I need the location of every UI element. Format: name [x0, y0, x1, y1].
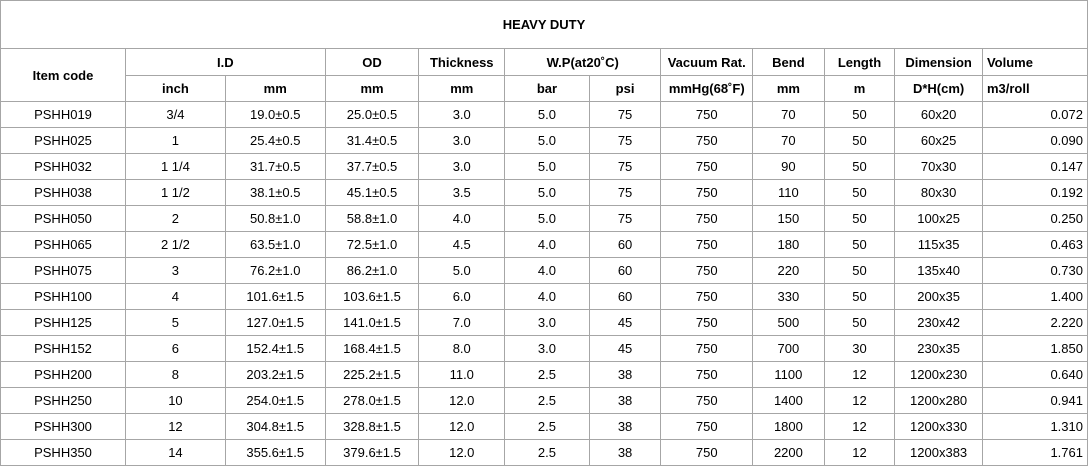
cell-volume: 0.147	[982, 154, 1087, 180]
cell-volume: 1.400	[982, 284, 1087, 310]
cell-volume: 0.192	[982, 180, 1087, 206]
header-od: OD	[325, 49, 419, 76]
cell-id-inch: 4	[126, 284, 226, 310]
table-row	[1, 362, 1088, 388]
cell-wp-psi: 75	[589, 102, 661, 128]
cell-vacuum: 750	[661, 310, 753, 336]
cell-length: 12	[824, 440, 895, 466]
cell-length: 50	[824, 258, 895, 284]
cell-length: 30	[824, 336, 895, 362]
unit-dimension: D*H(cm)	[895, 76, 983, 102]
cell-id-mm: 152.4±1.5	[225, 336, 325, 362]
cell-volume: 1.310	[982, 414, 1087, 440]
cell-id-mm: 203.2±1.5	[225, 362, 325, 388]
cell-wp-bar: 5.0	[505, 154, 590, 180]
table-title: HEAVY DUTY	[1, 1, 1088, 49]
cell-wp-psi: 38	[589, 362, 661, 388]
cell-vacuum: 750	[661, 102, 753, 128]
cell-bend: 1100	[753, 362, 825, 388]
cell-id-mm: 19.0±0.5	[225, 102, 325, 128]
cell-bend: 150	[753, 206, 825, 232]
cell-od-mm: 278.0±1.5	[325, 388, 419, 414]
cell-od-mm: 168.4±1.5	[325, 336, 419, 362]
cell-dimension: 1200x230	[895, 362, 983, 388]
cell-volume: 0.463	[982, 232, 1087, 258]
cell-vacuum: 750	[661, 128, 753, 154]
cell-wp-bar: 2.5	[505, 362, 590, 388]
cell-wp-psi: 75	[589, 128, 661, 154]
cell-thickness: 3.5	[419, 180, 505, 206]
cell-vacuum: 750	[661, 206, 753, 232]
unit-thickness-mm: mm	[419, 76, 505, 102]
cell-id-inch: 8	[126, 362, 226, 388]
cell-vacuum: 750	[661, 258, 753, 284]
cell-od-mm: 141.0±1.5	[325, 310, 419, 336]
cell-wp-psi: 38	[589, 440, 661, 466]
cell-item-code: PSHH038	[1, 180, 126, 206]
cell-id-inch: 6	[126, 336, 226, 362]
header-length: Length	[824, 49, 895, 76]
cell-od-mm: 25.0±0.5	[325, 102, 419, 128]
cell-bend: 1800	[753, 414, 825, 440]
cell-item-code: PSHH152	[1, 336, 126, 362]
cell-length: 50	[824, 206, 895, 232]
cell-item-code: PSHH300	[1, 414, 126, 440]
header-working-pressure: W.P(at20˚C)	[505, 49, 661, 76]
cell-dimension: 115x35	[895, 232, 983, 258]
cell-item-code: PSHH350	[1, 440, 126, 466]
cell-thickness: 8.0	[419, 336, 505, 362]
cell-bend: 70	[753, 102, 825, 128]
cell-wp-bar: 3.0	[505, 310, 590, 336]
unit-id-inch: inch	[126, 76, 226, 102]
cell-item-code: PSHH025	[1, 128, 126, 154]
cell-id-inch: 1	[126, 128, 226, 154]
table-row	[1, 336, 1088, 362]
table-row	[1, 310, 1088, 336]
cell-bend: 70	[753, 128, 825, 154]
cell-wp-psi: 38	[589, 414, 661, 440]
cell-id-inch: 10	[126, 388, 226, 414]
cell-id-mm: 101.6±1.5	[225, 284, 325, 310]
cell-wp-bar: 5.0	[505, 206, 590, 232]
cell-id-mm: 63.5±1.0	[225, 232, 325, 258]
cell-thickness: 6.0	[419, 284, 505, 310]
header-item-code: Item code	[1, 49, 126, 102]
table-row	[1, 128, 1088, 154]
cell-thickness: 4.0	[419, 206, 505, 232]
cell-od-mm: 225.2±1.5	[325, 362, 419, 388]
table-row	[1, 232, 1088, 258]
cell-wp-psi: 60	[589, 232, 661, 258]
cell-thickness: 12.0	[419, 440, 505, 466]
cell-thickness: 11.0	[419, 362, 505, 388]
cell-id-mm: 76.2±1.0	[225, 258, 325, 284]
cell-wp-bar: 5.0	[505, 102, 590, 128]
cell-dimension: 230x42	[895, 310, 983, 336]
cell-thickness: 4.5	[419, 232, 505, 258]
cell-dimension: 230x35	[895, 336, 983, 362]
cell-id-inch: 5	[126, 310, 226, 336]
cell-dimension: 70x30	[895, 154, 983, 180]
cell-dimension: 1200x383	[895, 440, 983, 466]
cell-wp-bar: 2.5	[505, 440, 590, 466]
cell-bend: 500	[753, 310, 825, 336]
cell-bend: 1400	[753, 388, 825, 414]
cell-wp-bar: 2.5	[505, 388, 590, 414]
cell-dimension: 1200x330	[895, 414, 983, 440]
cell-item-code: PSHH032	[1, 154, 126, 180]
cell-od-mm: 328.8±1.5	[325, 414, 419, 440]
cell-volume: 0.250	[982, 206, 1087, 232]
cell-od-mm: 31.4±0.5	[325, 128, 419, 154]
cell-thickness: 5.0	[419, 258, 505, 284]
cell-thickness: 12.0	[419, 388, 505, 414]
cell-item-code: PSHH075	[1, 258, 126, 284]
cell-wp-psi: 45	[589, 310, 661, 336]
cell-vacuum: 750	[661, 388, 753, 414]
cell-length: 50	[824, 232, 895, 258]
header-bend: Bend	[753, 49, 825, 76]
unit-vacuum: mmHg(68˚F)	[661, 76, 753, 102]
cell-od-mm: 45.1±0.5	[325, 180, 419, 206]
cell-item-code: PSHH019	[1, 102, 126, 128]
unit-id-mm: mm	[225, 76, 325, 102]
cell-id-mm: 38.1±0.5	[225, 180, 325, 206]
cell-length: 50	[824, 180, 895, 206]
cell-vacuum: 750	[661, 154, 753, 180]
cell-thickness: 12.0	[419, 414, 505, 440]
table-row	[1, 440, 1088, 466]
cell-id-inch: 12	[126, 414, 226, 440]
header-volume: Volume	[982, 49, 1087, 76]
unit-bend: mm	[753, 76, 825, 102]
cell-bend: 220	[753, 258, 825, 284]
cell-item-code: PSHH100	[1, 284, 126, 310]
cell-id-mm: 31.7±0.5	[225, 154, 325, 180]
cell-length: 50	[824, 102, 895, 128]
cell-volume: 0.090	[982, 128, 1087, 154]
cell-thickness: 7.0	[419, 310, 505, 336]
cell-wp-bar: 4.0	[505, 258, 590, 284]
cell-wp-bar: 4.0	[505, 284, 590, 310]
cell-length: 12	[824, 362, 895, 388]
cell-wp-bar: 3.0	[505, 336, 590, 362]
cell-thickness: 3.0	[419, 102, 505, 128]
cell-od-mm: 103.6±1.5	[325, 284, 419, 310]
cell-vacuum: 750	[661, 180, 753, 206]
cell-volume: 0.730	[982, 258, 1087, 284]
cell-bend: 180	[753, 232, 825, 258]
cell-volume: 0.640	[982, 362, 1087, 388]
unit-wp-bar: bar	[505, 76, 590, 102]
cell-length: 50	[824, 284, 895, 310]
cell-id-inch: 3/4	[126, 102, 226, 128]
cell-wp-bar: 5.0	[505, 180, 590, 206]
cell-bend: 330	[753, 284, 825, 310]
cell-od-mm: 86.2±1.0	[325, 258, 419, 284]
cell-volume: 2.220	[982, 310, 1087, 336]
cell-wp-bar: 2.5	[505, 414, 590, 440]
cell-dimension: 80x30	[895, 180, 983, 206]
cell-vacuum: 750	[661, 414, 753, 440]
cell-wp-bar: 4.0	[505, 232, 590, 258]
cell-item-code: PSHH200	[1, 362, 126, 388]
header-id: I.D	[126, 49, 326, 76]
cell-id-inch: 2 1/2	[126, 232, 226, 258]
cell-bend: 110	[753, 180, 825, 206]
cell-id-mm: 304.8±1.5	[225, 414, 325, 440]
cell-item-code: PSHH050	[1, 206, 126, 232]
cell-wp-psi: 45	[589, 336, 661, 362]
table-row	[1, 284, 1088, 310]
cell-dimension: 100x25	[895, 206, 983, 232]
cell-dimension: 200x35	[895, 284, 983, 310]
cell-length: 12	[824, 388, 895, 414]
cell-od-mm: 72.5±1.0	[325, 232, 419, 258]
cell-id-inch: 1 1/2	[126, 180, 226, 206]
cell-wp-psi: 75	[589, 206, 661, 232]
cell-id-mm: 50.8±1.0	[225, 206, 325, 232]
cell-item-code: PSHH250	[1, 388, 126, 414]
cell-bend: 2200	[753, 440, 825, 466]
table-row	[1, 206, 1088, 232]
cell-item-code: PSHH065	[1, 232, 126, 258]
cell-od-mm: 58.8±1.0	[325, 206, 419, 232]
unit-length: m	[824, 76, 895, 102]
header-dimension: Dimension	[895, 49, 983, 76]
cell-volume: 0.072	[982, 102, 1087, 128]
header-vacuum: Vacuum Rat.	[661, 49, 753, 76]
cell-vacuum: 750	[661, 440, 753, 466]
cell-length: 50	[824, 154, 895, 180]
cell-id-mm: 127.0±1.5	[225, 310, 325, 336]
cell-dimension: 60x25	[895, 128, 983, 154]
cell-dimension: 1200x280	[895, 388, 983, 414]
cell-id-inch: 2	[126, 206, 226, 232]
table-row	[1, 414, 1088, 440]
cell-volume: 1.850	[982, 336, 1087, 362]
cell-od-mm: 379.6±1.5	[325, 440, 419, 466]
cell-bend: 700	[753, 336, 825, 362]
header-thickness: Thickness	[419, 49, 505, 76]
cell-vacuum: 750	[661, 336, 753, 362]
unit-od-mm: mm	[325, 76, 419, 102]
cell-vacuum: 750	[661, 362, 753, 388]
cell-wp-psi: 60	[589, 258, 661, 284]
cell-vacuum: 750	[661, 232, 753, 258]
cell-id-mm: 355.6±1.5	[225, 440, 325, 466]
unit-wp-psi: psi	[589, 76, 661, 102]
cell-id-mm: 254.0±1.5	[225, 388, 325, 414]
cell-bend: 90	[753, 154, 825, 180]
cell-dimension: 60x20	[895, 102, 983, 128]
cell-wp-psi: 60	[589, 284, 661, 310]
table-row	[1, 388, 1088, 414]
cell-volume: 1.761	[982, 440, 1087, 466]
cell-id-mm: 25.4±0.5	[225, 128, 325, 154]
cell-dimension: 135x40	[895, 258, 983, 284]
table-row	[1, 258, 1088, 284]
cell-length: 50	[824, 128, 895, 154]
cell-vacuum: 750	[661, 284, 753, 310]
cell-wp-psi: 75	[589, 154, 661, 180]
cell-thickness: 3.0	[419, 154, 505, 180]
cell-item-code: PSHH125	[1, 310, 126, 336]
cell-id-inch: 1 1/4	[126, 154, 226, 180]
cell-volume: 0.941	[982, 388, 1087, 414]
cell-od-mm: 37.7±0.5	[325, 154, 419, 180]
cell-wp-psi: 38	[589, 388, 661, 414]
table-row	[1, 102, 1088, 128]
table-row	[1, 154, 1088, 180]
cell-wp-bar: 5.0	[505, 128, 590, 154]
cell-length: 50	[824, 310, 895, 336]
cell-length: 12	[824, 414, 895, 440]
unit-volume: m3/roll	[982, 76, 1087, 102]
cell-thickness: 3.0	[419, 128, 505, 154]
table-row	[1, 180, 1088, 206]
cell-id-inch: 14	[126, 440, 226, 466]
cell-id-inch: 3	[126, 258, 226, 284]
cell-wp-psi: 75	[589, 180, 661, 206]
